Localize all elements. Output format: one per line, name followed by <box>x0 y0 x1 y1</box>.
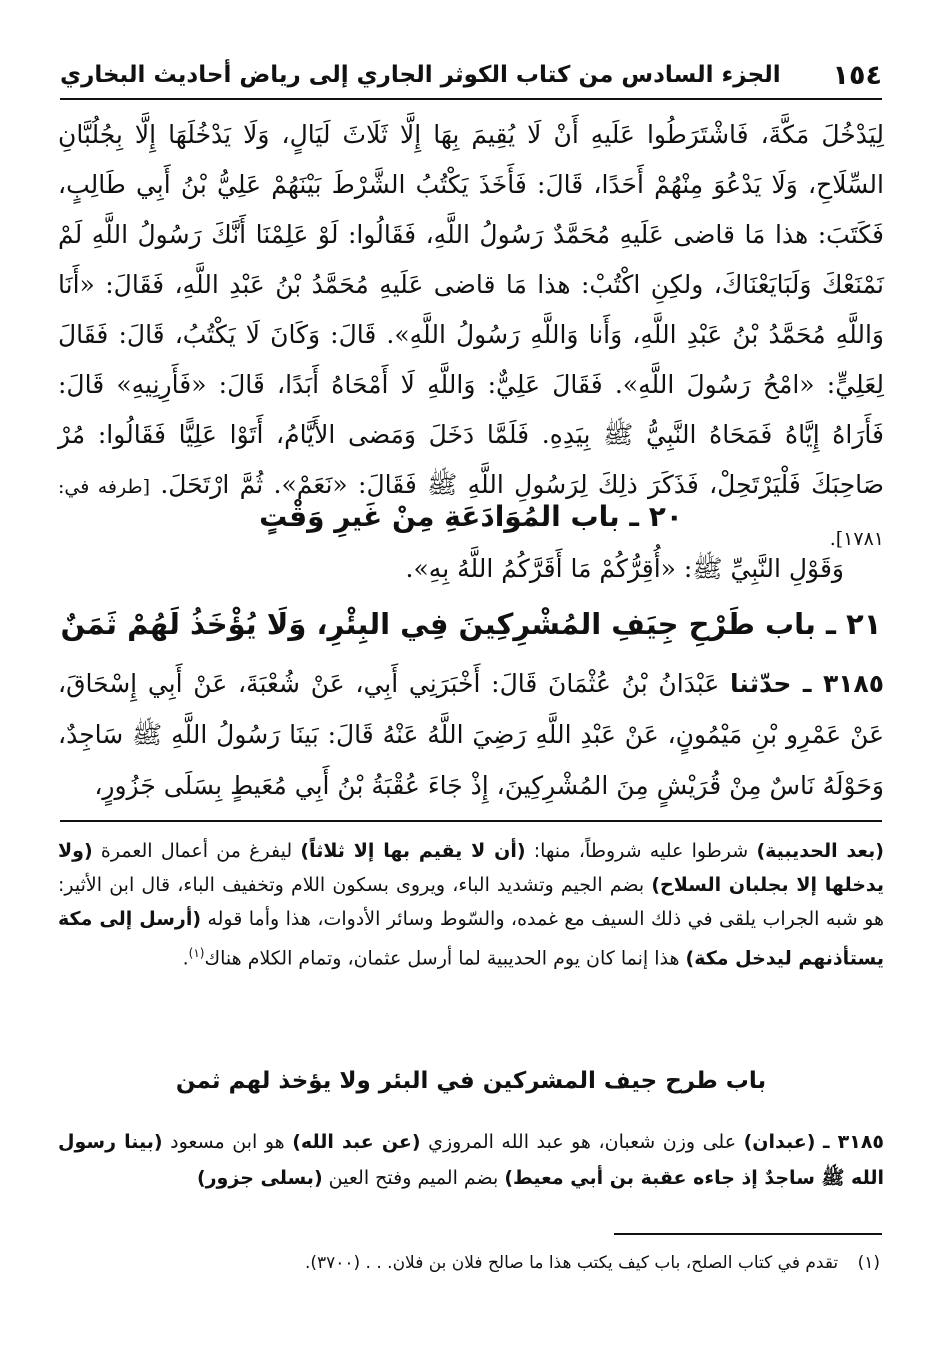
commentary-text-4: هذا إنما كان يوم الحديبية لما أرسل عثمان، وتمام الكلام هناك <box>204 947 686 970</box>
footnote-mark: (١) <box>857 1253 880 1273</box>
commentary-text-2: ليفرغ من أعمال العمرة <box>92 840 301 862</box>
commentary-block <box>58 834 884 975</box>
commentary-term-3: (ولا يدخلها إلا بجلبان السلاح) <box>58 840 885 896</box>
footnote <box>58 1250 880 1276</box>
commentary-text-3: بضم الجيم وتشديد الباء، ويروى بسكون اللام وتخفيف الباء، قال ابن الأثير: هو شبه الجراب يلقى في ذلك السيف مع غمده، والسّوط وسائر الأدوات، هذا وأما قوله <box>58 874 884 930</box>
commentary-3185-term-4: (بسلى جزور) <box>196 1167 323 1189</box>
page-number: ١٥٤ <box>832 59 882 91</box>
commentary-heading: باب طرح جيف المشركين في البئر ولا يؤخذ لهم ثمن <box>175 1068 767 1094</box>
commentary-3185 <box>58 1124 884 1196</box>
page-header <box>60 52 882 100</box>
footnote-divider <box>614 1233 882 1235</box>
commentary-term-4: (أرسل إلى مكة يستأذنهم ليدخل مكة) <box>58 908 884 970</box>
running-title: الجزء السادس من كتاب الكوثر الجاري إلى رياض أحاديث البخاري <box>60 62 781 88</box>
hadith-3185-lead: ٣١٨٥ ـ حدّثنا <box>730 669 885 698</box>
commentary-term-2: (أن لا يقيم بها إلا ثلاثاً) <box>300 840 526 862</box>
hadith-continuation <box>58 110 884 564</box>
commentary-3185-term-3: (بينا رسول الله ﷺ ساجدٌ إذ جاءه عقبة بن أبي معيط) <box>58 1131 884 1189</box>
commentary-term-1: (بعد الحديبية) <box>756 840 884 862</box>
hadith-continuation-text: لِيَدْخُلَ مَكَّةَ، فَاشْتَرَطُوا عَلَيهِ أَنْ لَا يُقِيمَ بِهَا إِلَّا ثَلَاثَ لَيَالٍ، وَلَا يَدْخُلَهَا إِلَّا بِجُلُبَّانِ السِّلَاحِ، وَلَا يَدْعُوَ مِنْهُمْ أَحَدًا، قَالَ: فَأَخَذَ يَكْتُبُ الشَّرْطَ بَيْنَهُمْ عَلِيُّ بْنُ أَبِي طَالِبٍ، فَكَتَبَ: هذا مَا قاضى عَلَيهِ مُحَمَّدٌ رَسُولُ اللَّهِ، فَقَالُوا: لَوْ عَلِمْنَا أَنَّكَ رَسُولُ اللَّهِ لَمْ نَمْنَعْكَ وَلَبَايَعْنَاكَ، ولكِنِ اكْتُبْ: هذا مَا قاضى عَلَيهِ مُحَمَّدُ بْنُ عَبْدِ اللَّهِ، فَقَالَ: «أَنَا وَاللَّهِ مُحَمَّدُ بْنُ عَبْدِ اللَّهِ، وَأَنا وَاللَّهِ رَسُولُ اللَّهِ». قَالَ: وَكَانَ لَا يَكْتُبُ، قَالَ: فَقَالَ لِعَلِيٍّ: «امْحُ رَسُولَ اللَّهِ». فَقَالَ عَلِيٌّ: وَاللَّهِ لَا أَمْحَاهُ أَبَدًا، قَالَ: «فَأَرِنِيهِ» قَالَ: فَأَرَاهُ إِيَّاهُ فَمَحَاهُ النَّبِيُّ ﷺ بِيَدِهِ. فَلَمَّا دَخَلَ وَمَضى الأَيَّامُ، أَتَوْا عَلِيًّا فَقَالُوا: مُرْ صَاحِبَكَ فَلْيَرْتَحِلْ، فَذَكَرَ ذلِكَ لِرَسُولِ اللَّهِ ﷺ فَقَالَ: «نَعَمْ». ثُمَّ ارْتَحَلَ. <box>58 120 884 499</box>
commentary-3185-text-3: بضم الميم وفتح العين <box>322 1167 505 1189</box>
hadith-3185 <box>58 658 884 811</box>
commentary-text-5: . <box>182 947 189 970</box>
hadith-3185-text: عَبْدَانُ بْنُ عُثْمَانَ قَالَ: أَخْبَرَنِي أَبِي، عَنْ شُعْبَةَ، عَنْ أَبِي إِسْحَاقَ، عَنْ عَمْرِو بْنِ مَيْمُونٍ، عَنْ عَبْدِ اللَّهِ رَضِيَ اللَّهُ عَنْهُ قَالَ: بَينَا رَسُولُ اللَّهِ ﷺ سَاجِدٌ، وَحَوْلَهُ نَاسٌ مِنْ قُرَيْشٍ مِنَ المُشْرِكِينَ، إِذْ جَاءَ عُقْبَةُ بْنُ أَبِي مُعَيطٍ بِسَلَى جَزُورٍ، <box>58 669 884 800</box>
chapter-20-title: ٢٠ ـ باب المُوَادَعَةِ مِنْ غَيرِ وَقْتٍ <box>259 500 683 533</box>
commentary-3185-text-1: على وزن شعبان، هو عبد الله المروزي <box>420 1131 744 1153</box>
divider-line <box>60 820 882 822</box>
commentary-3185-term-1: (عبدان) <box>743 1131 816 1153</box>
commentary-3185-term-2: (عن عبد الله) <box>292 1131 421 1153</box>
chapter-20-subtext: وَقَوْلِ النَّبِيِّ ﷺ: «أُقِرُّكُمْ مَا أَقَرَّكُمُ اللَّهُ بِهِ». <box>405 554 844 583</box>
commentary-3185-lead: ٣١٨٥ ـ <box>823 1131 885 1153</box>
footnote-text: تقدم في كتاب الصلح، باب كيف يكتب هذا ما صالح فلان بن فلان. . . (٣٧٠٠). <box>304 1253 839 1273</box>
chapter-21-title: ٢١ ـ باب طَرْحِ جِيَفِ المُشْرِكِينَ فِي البِئْرِ، وَلَا يُؤْخَذُ لَهُمْ ثَمَنٌ <box>60 607 882 641</box>
commentary-text-1: شرطوا عليه شروطاً، منها: <box>525 840 757 862</box>
commentary-3185-text-2: هو ابن مسعود <box>162 1131 293 1153</box>
hadith-reference: [طرفه في: ١٧٨١]. <box>58 476 884 550</box>
footnote-reference[interactable]: (١) <box>188 946 205 960</box>
